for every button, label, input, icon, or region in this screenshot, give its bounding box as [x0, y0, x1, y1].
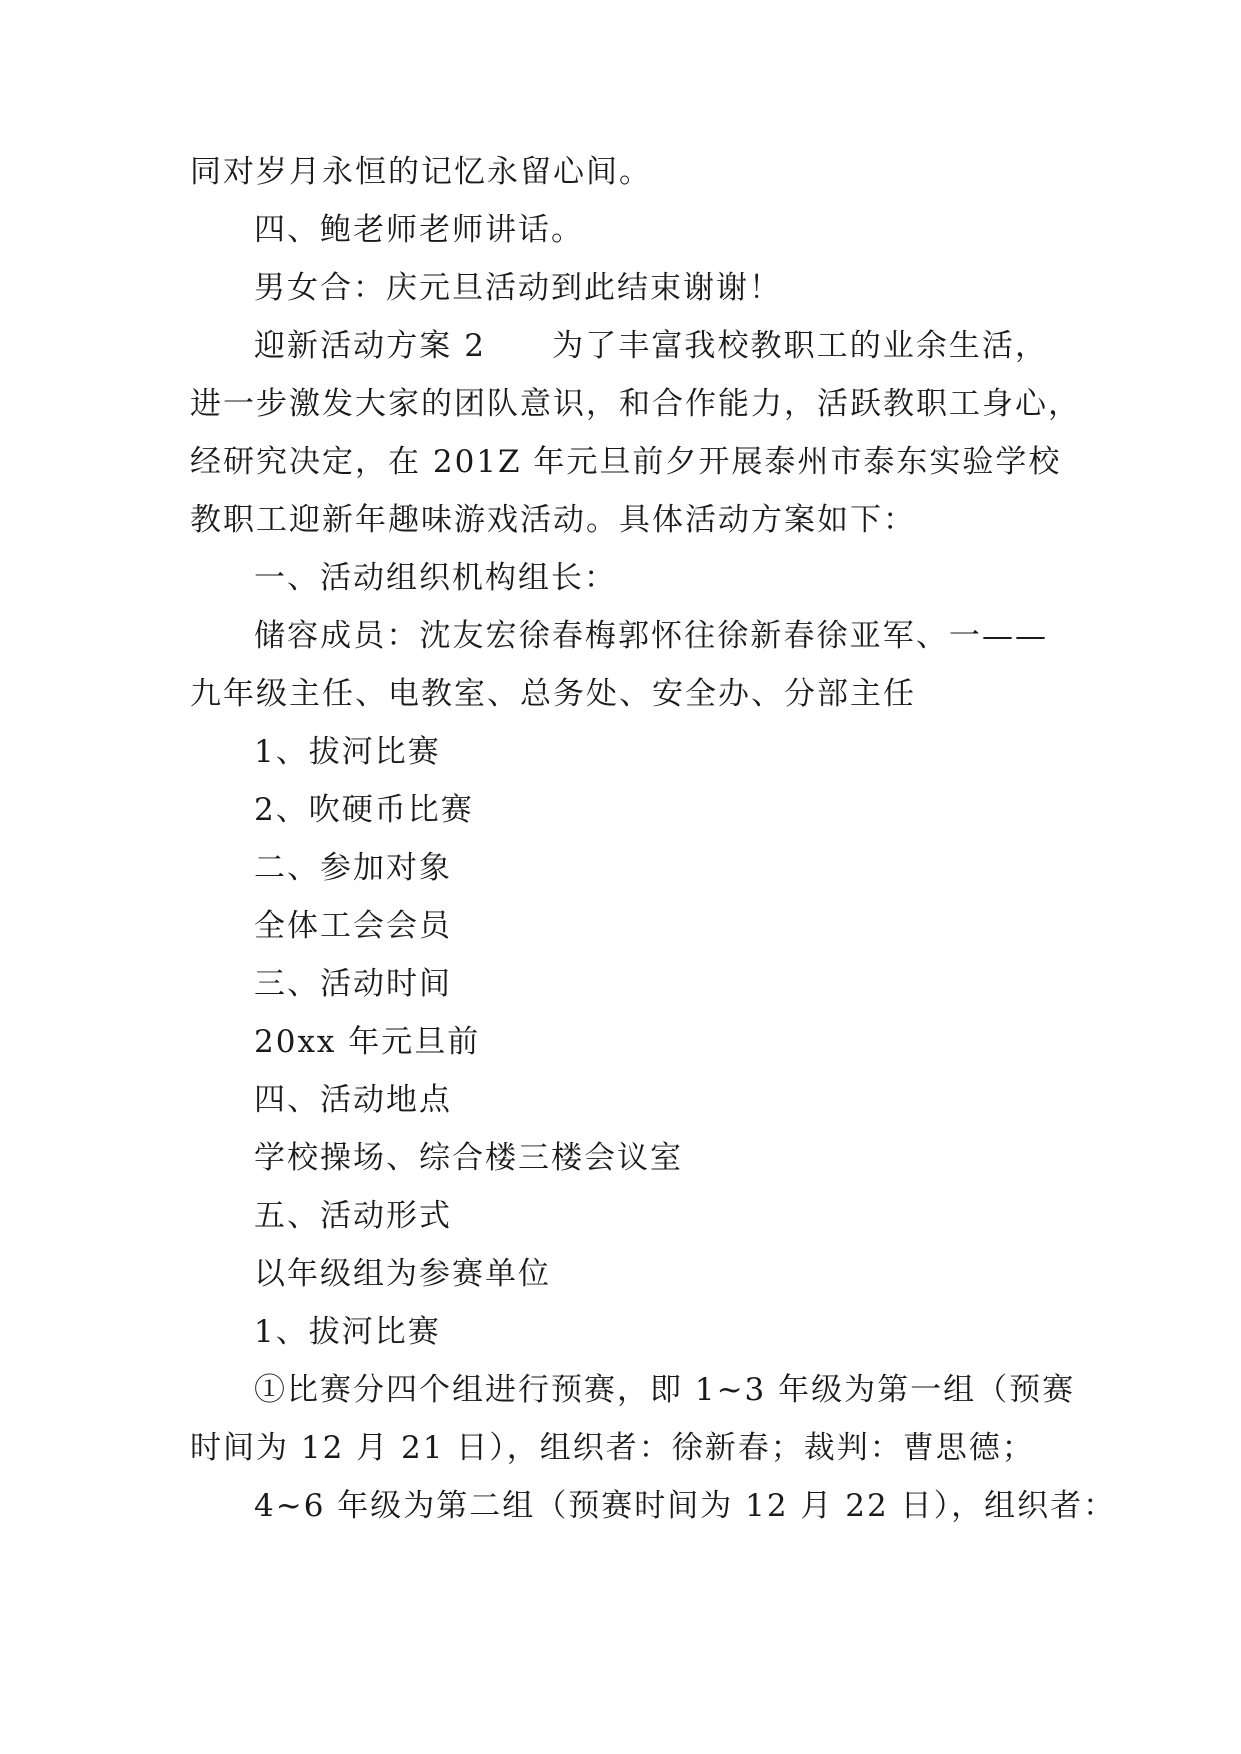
text-line: 迎新活动方案 2 为了丰富我校教职工的业余生活， [254, 328, 1048, 364]
text-line: 教职工迎新年趣味游戏活动。具体活动方案如下： [190, 502, 916, 538]
text-line: 二、参加对象 [254, 850, 452, 886]
text-line: 经研究决定，在 201Z 年元旦前夕开展泰州市泰东实验学校 [190, 444, 1062, 480]
text-line: 2、吹硬币比赛 [254, 792, 474, 828]
text-line: 20xx 年元旦前 [254, 1024, 481, 1060]
text-line: 同对岁月永恒的记忆永留心间。 [190, 154, 652, 190]
text-line: 男女合：庆元旦活动到此结束谢谢！ [254, 270, 782, 306]
text-line: 1、拔河比赛 [254, 734, 441, 770]
text-line: 1、拔河比赛 [254, 1314, 441, 1350]
text-line: 四、活动地点 [254, 1082, 452, 1118]
text-line: 九年级主任、电教室、总务处、安全办、分部主任 [190, 676, 916, 712]
text-line: 进一步激发大家的团队意识，和合作能力，活跃教职工身心， [190, 386, 1081, 422]
text-line: 三、活动时间 [254, 966, 452, 1002]
text-line: 四、鲍老师老师讲话。 [254, 212, 584, 248]
text-line: 储容成员：沈友宏徐春梅郭怀往徐新春徐亚军、一—— [254, 618, 1048, 654]
text-line: 时间为 12 月 21 日），组织者：徐新春；裁判：曹思德； [190, 1430, 1035, 1466]
text-line: 五、活动形式 [254, 1198, 452, 1234]
text-line: 4~6 年级为第二组（预赛时间为 12 月 22 日），组织者： [254, 1488, 1117, 1524]
text-line: ①比赛分四个组进行预赛，即 1~3 年级为第一组（预赛 [254, 1372, 1076, 1408]
text-line: 学校操场、综合楼三楼会议室 [254, 1140, 683, 1176]
text-line: 一、活动组织机构组长： [254, 560, 617, 596]
text-line: 全体工会会员 [254, 908, 452, 944]
text-line: 以年级组为参赛单位 [254, 1256, 551, 1292]
